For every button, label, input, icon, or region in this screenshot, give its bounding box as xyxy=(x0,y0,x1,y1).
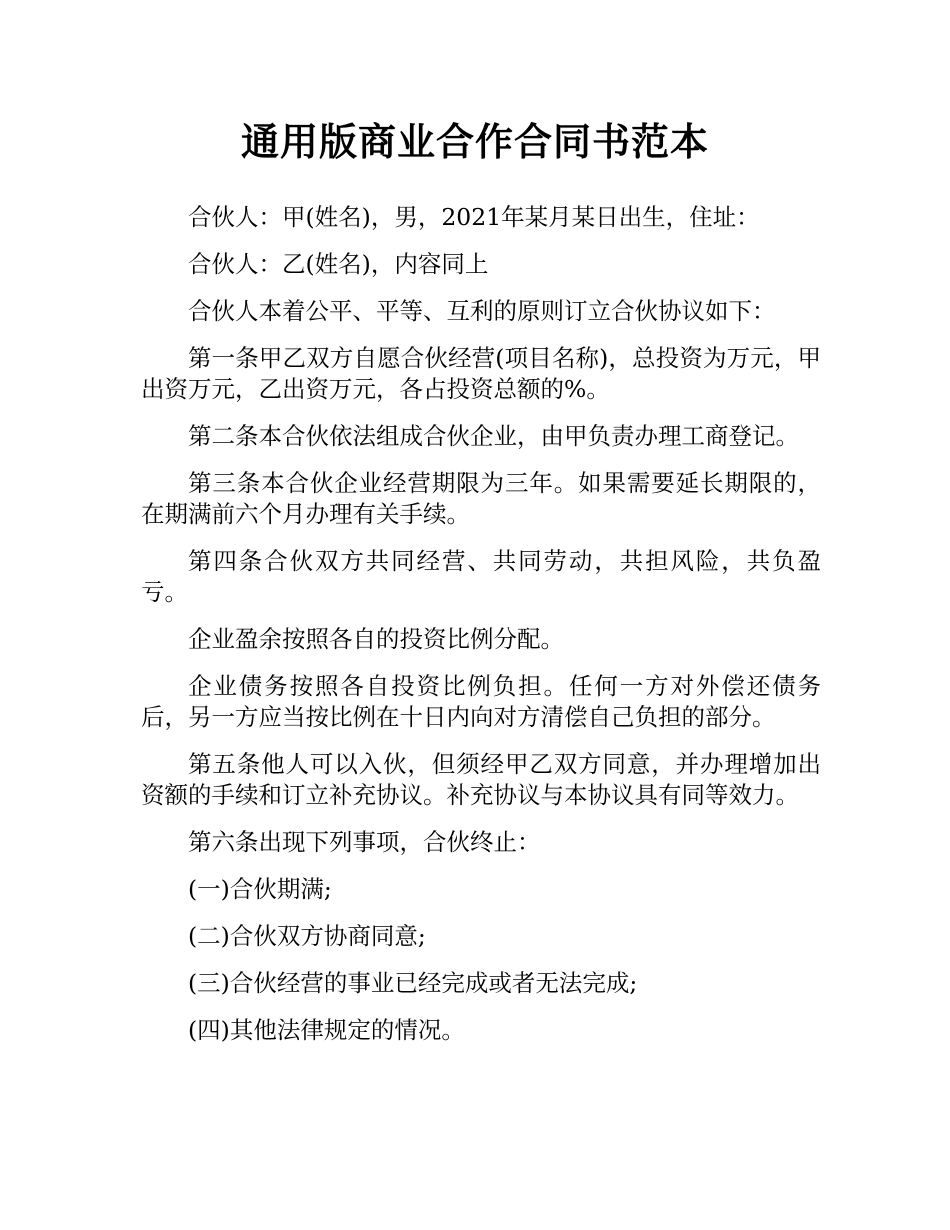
paragraph-article-3: 第三条本合伙企业经营期限为三年。如果需要延长期限的，在期满前六个月办理有关手续。 xyxy=(141,469,821,528)
paragraph-debt-sharing: 企业债务按照各自投资比例负担。任何一方对外偿还债务后，另一方应当按比例在十日内向对方清偿自己负担的部分。 xyxy=(141,672,821,731)
paragraph-partner-a: 合伙人：甲(姓名)，男，2021年某月某日出生，住址： xyxy=(188,203,760,231)
document-title: 通用版商业合作合同书范本 xyxy=(240,120,709,164)
paragraph-preamble: 合伙人本着公平、平等、互利的原则订立合伙协议如下： xyxy=(188,297,776,325)
list-item-termination-3: (三)合伙经营的事业已经完成或者无法完成; xyxy=(188,969,638,997)
paragraph-article-5: 第五条他人可以入伙，但须经甲乙双方同意，并办理增加出资额的手续和订立补充协议。补充协议与本协议具有同等效力。 xyxy=(141,750,821,809)
document-body xyxy=(141,202,821,1062)
paragraph-profit-distribution: 企业盈余按照各自的投资比例分配。 xyxy=(188,625,564,653)
paragraph-partner-b: 合伙人：乙(姓名)，内容同上 xyxy=(188,250,489,278)
paragraph-article-1: 第一条甲乙双方自愿合伙经营(项目名称)，总投资为万元，甲出资万元，乙出资万元，各占投资总额的%。 xyxy=(141,344,821,403)
paragraph-article-4: 第四条合伙双方共同经营、共同劳动，共担风险，共负盈亏。 xyxy=(141,547,821,606)
paragraph-article-2: 第二条本合伙依法组成合伙企业，由甲负责办理工商登记。 xyxy=(188,422,799,450)
list-item-termination-4: (四)其他法律规定的情况。 xyxy=(188,1016,465,1044)
paragraph-article-6: 第六条出现下列事项，合伙终止： xyxy=(188,828,541,856)
list-item-termination-2: (二)合伙双方协商同意; xyxy=(188,922,426,950)
list-item-termination-1: (一)合伙期满; xyxy=(188,875,332,903)
